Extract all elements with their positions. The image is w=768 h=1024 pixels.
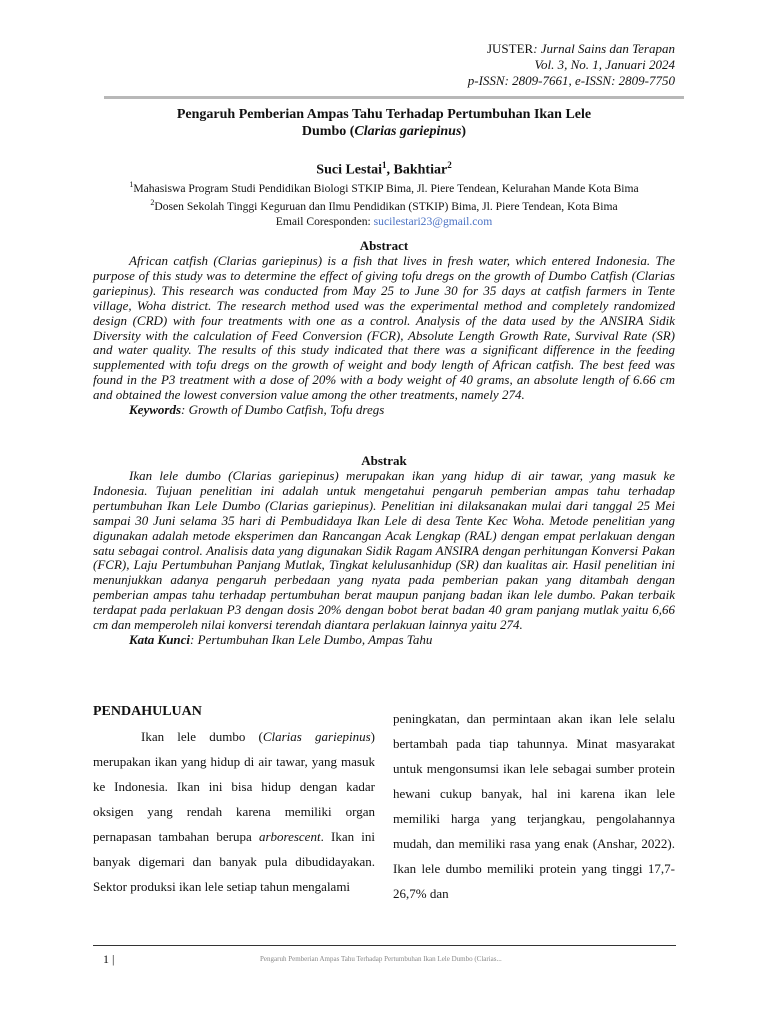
title-line-1: Pengaruh Pemberian Ampas Tahu Terhadap Pertumbuhan Ikan Lele bbox=[176, 107, 592, 122]
keywords-id: Kata Kunci: Pertumbuhan Ikan Lele Dumbo, Ampas Tahu bbox=[129, 631, 433, 647]
abstract-heading: Abstract bbox=[359, 238, 409, 253]
journal-header bbox=[468, 41, 675, 89]
intro-paragraph-right: peningkatan, dan permintaan akan ikan lele selalu bertambah pada tiap tahunnya. Minat masyarakat untuk mengonsumsi ikan lele sebagai sumber protein hewani cukup banyak, hal ini karena ikan lele memiliki harga yang terjangkau, pengolahannya mudah, dan memiliki rasa yang enak (Anshar, 2022). Ikan lele dumbo memiliki protein yang tinggi 17,7- 26,7% dan bbox=[393, 711, 675, 901]
footer-rule bbox=[93, 945, 676, 946]
journal-volume: Vol. 3, No. 1, Januari 2024 bbox=[534, 57, 675, 72]
abstract-en-body: African catfish (Clarias gariepinus) is a fish that lives in fresh water, which entered Indonesia. The purpose of this study was to determine the effect of giving tofu dregs on the growth of Dumbo Catfish (Clarias gariepinus). This research was conducted from May 25 to June 30 for 35 days at catfish farmers in Tente village, Woha district. The research method used was the experimental method and completely randomized design (CRD) with four treatments with one as a control. Analysis of the data used by the ANSIRA Sidik Diversity with the calculation of Feed Conversion (FCR), Absolute Length Growth Rate, Survival Rate (SR) and water quality. The results of this study indicated that there was a significant difference in the feeding supplemented with tofu dregs on the growth of weight and body length of African catfish. The best feed was found in the P3 treatment with a dose of 20% with a body weight of 40 grams, an absolute length of 6.66 cm and obtained the lowest conversion value among the other treatments, namely 274. bbox=[93, 253, 675, 403]
author-list: Suci Lestai$^1$, Bakhtiar$^2$ bbox=[316, 160, 452, 178]
page-number: 1 | bbox=[103, 952, 115, 966]
journal-issn: p-ISSN: 2809-7661, e-ISSN: 2809-7750 bbox=[467, 73, 675, 88]
abstract-id bbox=[93, 469, 675, 648]
intro-paragraph-left: Ikan lele dumbo (Clarias gariepinus) merupakan ikan yang hidup di air tawar, yang masuk ke Indonesia. Ikan ini bisa hidup dengan kadar oksigen yang rendah karena memiliki organ pernapasan tambahan berupa arborescent. Ikan ini banyak digemari dan banyak pula dibudidayakan. Sektor produksi ikan lele setiap tahun mengalami bbox=[93, 729, 376, 894]
email-link[interactable]: sucilestari23@gmail.com bbox=[373, 214, 493, 228]
affiliations bbox=[90, 178, 678, 229]
abstrak-heading: Abstrak bbox=[361, 453, 407, 468]
abstract-id-body: Ikan lele dumbo (Clarias gariepinus) merupakan ikan yang hidup di air tawar, yang masuk ke Indonesia. Tujuan penelitian ini adalah untuk mengetahui pengaruh pemberian ampas tahu terhadap pertumbuhan Ikan Lele Dumbo (Clarias gariepinus). Penelitian ini dilaksanakan mulai dari tanggal 25 Mei sampai 30 Juni selama 35 hari di Pembudidaya Ikan Lele di desa Tente Kec Woha. Metode penelitian yang digunakan adalah metode eksperimen dan Rancangan Acak Lengkap (RAL) dengan empat perlakuan dengan satu sebagai control. Analisis data yang digunakan Sidik Ragam ANSIRA dengan perhitungan Konversi Pakan (FCR), Laju Pertumbuhan Panjang Mutlak, Tingkat kelulusanhidup (SR) dan kualitas air. Hasil penelitian ini menunjukkan adanya pengaruh perbedaan yang nyata pada pemberian pakan yang ditambah dengan pemberian ampas tahu terhadap pertumbuhan berat maupun panjang badan ikan lele dumbo. Pakan terbaik terdapat pada perlakuan P3 dengan dosis 20% dengan bobot berat badan 40 gram panjang mutlak yaitu 6,66 cm dan memperoleh nilai konversi terendah diantara perlakuan lainnya yaitu 274. bbox=[93, 468, 675, 633]
footer-running-title: Pengaruh Pemberian Ampas Tahu Terhadap Pertumbuhan Ikan Lele Dumbo (Clarias... bbox=[260, 955, 502, 963]
paper-title bbox=[100, 106, 668, 140]
abstract-en bbox=[93, 254, 675, 418]
affiliation-1: $^1$Mahasiswa Program Studi Pendidikan Biologi STKIP Bima, Jl. Piere Tendean, Kelurahan Mande Kota Bima bbox=[129, 180, 639, 195]
affiliation-2: $^2$Dosen Sekolah Tinggi Keguruan dan Ilmu Pendidikan (STKIP) Bima, Jl. Piere Tendean, Kota Bima bbox=[150, 198, 618, 214]
title-line-2: Dumbo (Clarias gariepinus) bbox=[301, 124, 467, 139]
section-heading-pendahuluan: PENDAHULUAN bbox=[93, 704, 202, 719]
intro-right-column bbox=[393, 706, 675, 906]
journal-name: JUSTER: Jurnal Sains dan Terapan bbox=[486, 41, 675, 56]
keywords-en: Keywords: Growth of Dumbo Catfish, Tofu dregs bbox=[129, 402, 385, 418]
header-rule bbox=[104, 96, 684, 99]
corresponding-email: Email Coresponden: sucilestari23@gmail.com bbox=[275, 214, 493, 228]
intro-left-column bbox=[93, 703, 375, 899]
